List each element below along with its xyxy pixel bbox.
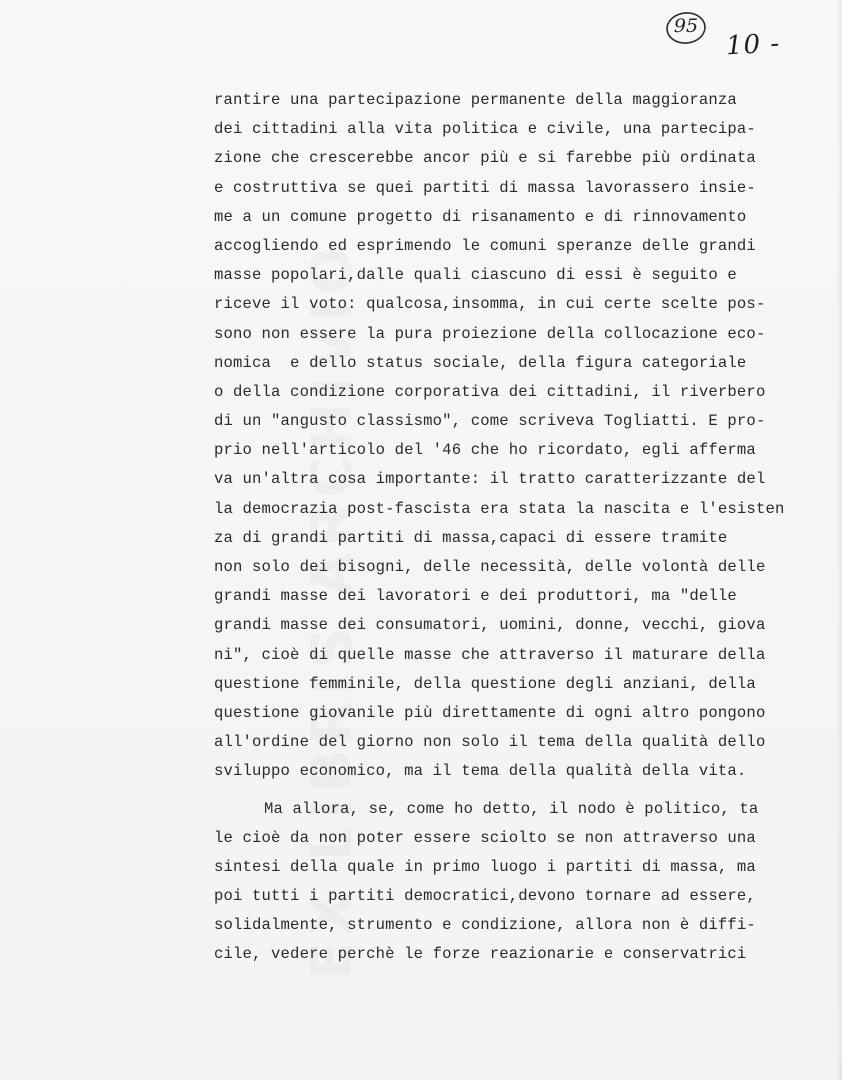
text-line: o della condizione corporativa dei cittadini, il riverbero xyxy=(214,382,766,401)
text-line: sviluppo economico, ma il tema della qualità della vita. xyxy=(214,762,747,781)
text-line: ni", cioè di quelle masse che attraverso il maturare della xyxy=(214,645,766,664)
text-line: Ma allora, se, come ho detto, il nodo è politico, ta xyxy=(264,799,759,818)
text-line: va un'altra cosa importante: il tratto caratterizzante del xyxy=(214,470,766,489)
archive-watermark: EX LIBRIS ARCHIVIO xyxy=(300,241,365,980)
text-line: nomica e dello status sociale, della figura categoriale xyxy=(214,353,747,372)
text-line: sono non essere la pura proiezione della collocazione eco- xyxy=(214,324,766,343)
text-line: masse popolari,dalle quali ciascuno di essi è seguito e xyxy=(214,266,737,285)
text-line: accogliendo ed esprimendo le comuni speranze delle grandi xyxy=(214,236,756,255)
page-edge-shadow xyxy=(836,0,842,1080)
text-line: di un "angusto classismo", come scriveva Togliatti. E pro- xyxy=(214,412,766,431)
text-line: solidalmente, strumento e condizione, allora non è diffi- xyxy=(214,916,756,935)
paragraph-gap xyxy=(214,787,814,795)
text-line: riceve il voto: qualcosa,insomma, in cui certe scelte pos- xyxy=(214,295,766,314)
text-line: all'ordine del giorno non solo il tema della qualità dello xyxy=(214,733,766,752)
text-line: grandi masse dei lavoratori e dei produttori, ma "delle xyxy=(214,587,737,606)
text-line: dei cittadini alla vita politica e civile, una partecipa- xyxy=(214,120,756,139)
text-line: poi tutti i partiti democratici,devono tornare ad essere, xyxy=(214,887,756,906)
typed-body-text xyxy=(214,86,814,970)
text-line: cile, vedere perchè le forze reazionarie e conservatrici xyxy=(214,945,747,964)
text-line: questione giovanile più direttamente di ogni altro pongono xyxy=(214,703,766,722)
text-line: grandi masse dei consumatori, uomini, donne, vecchi, giova xyxy=(214,616,766,635)
text-line: me a un comune progetto di risanamento e di rinnovamento xyxy=(214,207,747,226)
text-line: zione che crescerebbe ancor più e si farebbe più ordinata xyxy=(214,149,756,168)
text-line: sintesi della quale in primo luogo i partiti di massa, ma xyxy=(214,857,756,876)
text-line: rantire una partecipazione permanente della maggioranza xyxy=(214,91,737,109)
paragraph xyxy=(214,86,814,787)
text-line: questione femminile, della questione degli anziani, della xyxy=(214,674,756,693)
text-line: za di grandi partiti di massa,capaci di essere tramite xyxy=(214,528,728,547)
text-line: la democrazia post-fascista era stata la nascita e l'esisten xyxy=(214,499,785,518)
stamp-number: 95 xyxy=(673,15,699,37)
text-line: le cioè da non poter essere sciolto se non attraverso una xyxy=(214,828,756,847)
text-line: non solo dei bisogni, delle necessità, delle volontà delle xyxy=(214,558,766,576)
paragraph xyxy=(214,795,814,970)
circled-page-stamp xyxy=(664,10,708,46)
text-line: e costruttiva se quei partiti di massa lavorassero insie- xyxy=(214,178,756,197)
text-line: prio nell'articolo del '46 che ho ricordato, egli afferma xyxy=(214,441,756,460)
handwritten-page-number: 10 - xyxy=(725,28,781,62)
